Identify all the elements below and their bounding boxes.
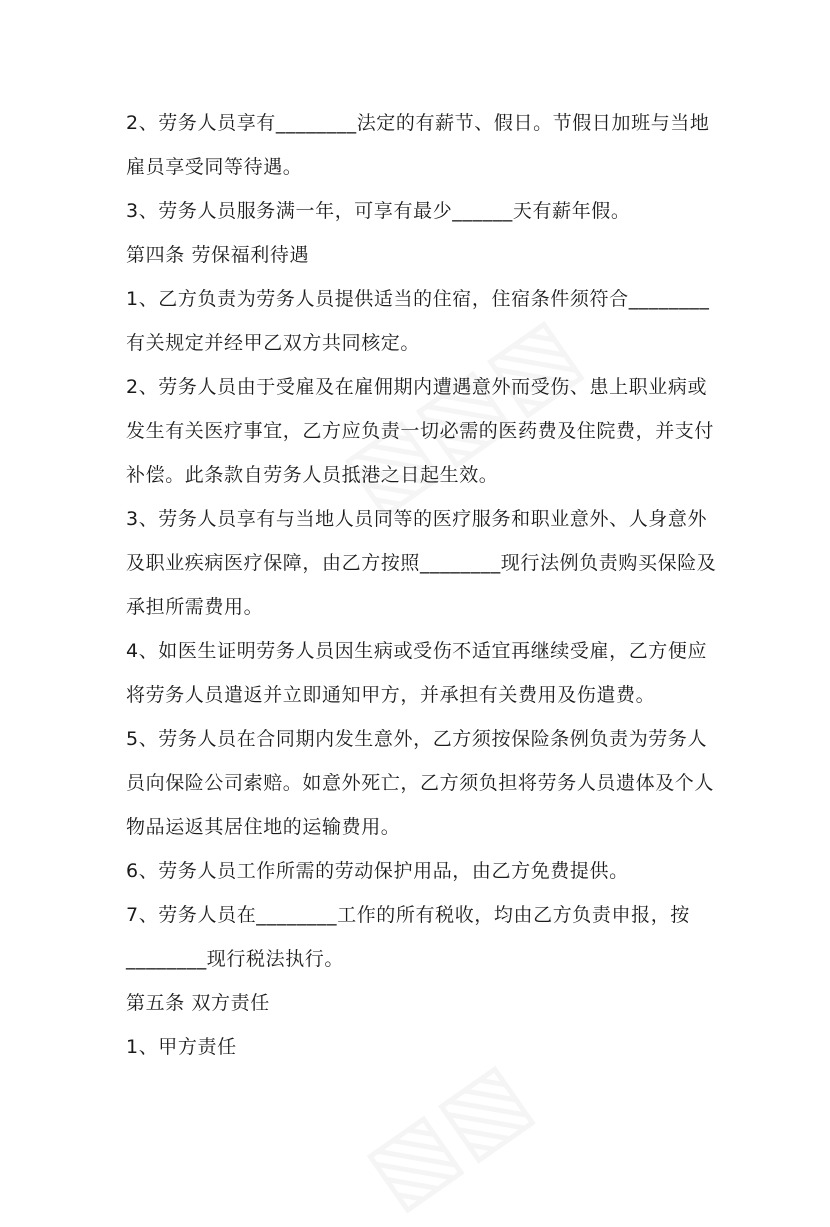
- section-heading: 第四条 劳保福利待遇: [126, 244, 310, 266]
- text-line: 7、劳务人员在________工作的所有税收，均由乙方负责申报，按: [126, 904, 690, 926]
- text-line: 员向保险公司索赔。如意外死亡，乙方须负担将劳务人员遗体及个人: [126, 772, 715, 794]
- section-heading: 第五条 双方责任: [126, 992, 270, 1014]
- text-line: 承担所需费用。: [126, 596, 264, 618]
- text-line: 2、劳务人员由于受雇及在雇佣期内遭遇意外而受伤、患上职业病或: [126, 376, 708, 398]
- text-line: 5、劳务人员在合同期内发生意外，乙方须按保险条例负责为劳务人: [126, 728, 708, 750]
- text-line: 6、劳务人员工作所需的劳动保护用品，由乙方免费提供。: [126, 860, 629, 882]
- text-line: 发生有关医疗事宜，乙方应负责一切必需的医药费及住院费，并支付: [126, 420, 715, 442]
- text-line: 雇员享受同等待遇。: [126, 156, 303, 178]
- text-line: 有关规定并经甲乙双方共同核定。: [126, 332, 421, 354]
- text-line: 补偿。此条款自劳务人员抵港之日起生效。: [126, 464, 499, 486]
- text-line: 2、劳务人员享有________法定的有薪节、假日。节假日加班与当地: [126, 112, 710, 134]
- text-line: 及职业疾病医疗保障，由乙方按照________现行法例负责购买保险及: [126, 552, 717, 574]
- text-line: 物品运返其居住地的运输费用。: [126, 816, 401, 838]
- watermark: [345, 1040, 549, 1227]
- text-line: 1、甲方责任: [126, 1036, 237, 1058]
- text-line: 3、劳务人员享有与当地人员同等的医疗服务和职业意外、人身意外: [126, 508, 708, 530]
- text-line: 3、劳务人员服务满一年，可享有最少______天有薪年假。: [126, 200, 631, 222]
- text-line: 将劳务人员遣返并立即通知甲方，并承担有关费用及伤遣费。: [126, 684, 656, 706]
- text-line: 1、乙方负责为劳务人员提供适当的住宿，住宿条件须符合________: [126, 288, 710, 310]
- text-line: ________现行税法执行。: [126, 948, 345, 970]
- text-line: 4、如医生证明劳务人员因生病或受伤不适宜再继续受雇，乙方便应: [126, 640, 708, 662]
